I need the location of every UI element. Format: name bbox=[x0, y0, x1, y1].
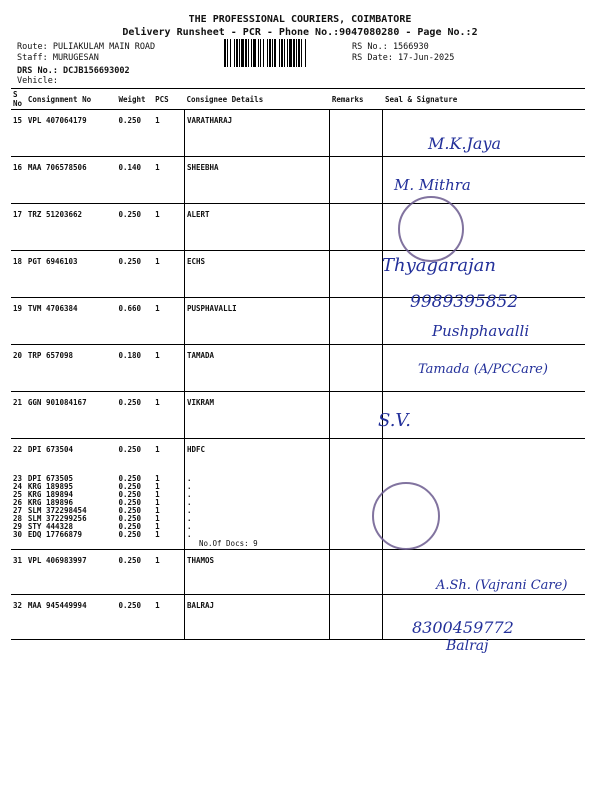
col-consignee: Consignee Details bbox=[184, 89, 329, 110]
cell-pcs: 1 bbox=[155, 522, 160, 531]
cell-sno: 27 bbox=[13, 506, 23, 515]
barcode-bar bbox=[260, 39, 261, 67]
cell-remarks bbox=[330, 251, 383, 298]
table-row bbox=[11, 251, 585, 298]
cell-consignee: ECHS bbox=[184, 251, 329, 298]
barcode-bar bbox=[298, 39, 300, 67]
cell-weight: 0.660 bbox=[116, 298, 153, 345]
staff-label: Staff: MURUGESAN bbox=[17, 53, 99, 63]
cell-consignee: . bbox=[184, 507, 329, 515]
company-title: THE PROFESSIONAL COURIERS, COIMBATORE bbox=[188, 14, 412, 25]
cell-remarks bbox=[330, 550, 383, 595]
cell-sno: 25 bbox=[13, 490, 23, 499]
cell-pcs: 1 bbox=[153, 298, 184, 345]
col-seal-signature: Seal & Signature bbox=[383, 89, 585, 110]
cell-pcs: 1 bbox=[153, 110, 184, 157]
cell-weight: 0.250 bbox=[116, 550, 153, 595]
cell-sno: 18 bbox=[11, 251, 26, 298]
cell-consignment: EDQ 17766879 bbox=[27, 530, 83, 539]
cell-pcs: 1 bbox=[155, 498, 160, 507]
table-header bbox=[11, 89, 585, 110]
barcode-bar bbox=[241, 39, 244, 67]
cell-consignee: . bbox=[184, 499, 329, 507]
cell-consignee: . bbox=[184, 523, 329, 531]
col-weight: Weight bbox=[116, 89, 153, 110]
barcode-bar bbox=[224, 39, 226, 67]
barcode-bar bbox=[251, 39, 252, 67]
barcode-bar bbox=[284, 39, 285, 67]
cell-consignment: KRG 189896 bbox=[27, 498, 74, 507]
cell-pcs: 1 bbox=[153, 251, 184, 298]
cell-pcs: 1 bbox=[155, 506, 160, 515]
col-sno: S No bbox=[11, 89, 26, 110]
cell-pcs: 1 bbox=[155, 445, 160, 454]
cell-sno: 26 bbox=[13, 498, 23, 507]
cell-sno: 17 bbox=[11, 204, 26, 251]
cell-signature bbox=[383, 439, 585, 476]
cell-weight: 0.250 bbox=[118, 514, 142, 523]
cell-sno: 30 bbox=[13, 530, 23, 539]
cell-weight: 0.250 bbox=[118, 522, 142, 531]
cell-remarks bbox=[330, 483, 383, 491]
cell-consignment: MAA 945449994 bbox=[26, 595, 117, 640]
signature-20: Tamada (A/PCCare) bbox=[418, 362, 548, 377]
col-consignment: Consignment No bbox=[26, 89, 117, 110]
signature-21: S.V. bbox=[378, 410, 411, 431]
cell-remarks bbox=[330, 157, 383, 204]
cell-consignment: DPI 673504 bbox=[27, 445, 74, 454]
cell-consignment: MAA 706578506 bbox=[26, 157, 117, 204]
cell-consignment: TRZ 51203662 bbox=[26, 204, 117, 251]
table-row bbox=[11, 157, 585, 204]
cell-consignment: TRP 657098 bbox=[26, 345, 117, 392]
cell-pcs: 1 bbox=[155, 490, 160, 499]
cell-pcs: 1 bbox=[153, 204, 184, 251]
cell-weight: 0.250 bbox=[118, 490, 142, 499]
table-row bbox=[11, 499, 585, 507]
docs-count-note: No.Of Docs: 9 bbox=[184, 539, 329, 550]
cell-consignee: TAMADA bbox=[184, 345, 329, 392]
cell-sno: 32 bbox=[11, 595, 26, 640]
cell-signature bbox=[383, 392, 585, 439]
barcode-bar bbox=[269, 39, 271, 67]
cell-sno: 28 bbox=[13, 514, 23, 523]
cell-weight: 0.250 bbox=[118, 498, 142, 507]
barcode-bar bbox=[258, 39, 259, 67]
cell-pcs: 1 bbox=[155, 530, 160, 539]
cell-consignee: . bbox=[184, 475, 329, 483]
table-row bbox=[11, 483, 585, 491]
cell-weight: 0.250 bbox=[118, 506, 142, 515]
barcode-bar bbox=[289, 39, 292, 67]
barcode-bar bbox=[301, 39, 302, 67]
cell-consignment: VPL 407064179 bbox=[26, 110, 117, 157]
cell-remarks bbox=[330, 392, 383, 439]
group-note-row bbox=[11, 539, 585, 550]
cell-pcs: 1 bbox=[153, 595, 184, 640]
cell-consignment: KRG 189895 bbox=[27, 482, 74, 491]
cell-consignment: SLM 372298454 bbox=[27, 506, 87, 515]
cell-consignee: VARATHARAJ bbox=[184, 110, 329, 157]
barcode-bar bbox=[248, 39, 249, 67]
table-row bbox=[11, 507, 585, 515]
barcode-bar bbox=[296, 39, 297, 67]
table-row bbox=[11, 204, 585, 251]
cell-remarks bbox=[330, 204, 383, 251]
cell-consignee: . bbox=[184, 531, 329, 539]
cell-pcs: 1 bbox=[155, 474, 160, 483]
barcode-bar bbox=[279, 39, 280, 67]
barcode-bar bbox=[236, 39, 238, 67]
vehicle-label: Vehicle: bbox=[17, 76, 58, 86]
cell-consignment: DPI 673505 bbox=[27, 474, 74, 483]
barcode-bar bbox=[234, 39, 235, 67]
rs-date: RS Date: 17-Jun-2025 bbox=[352, 53, 455, 63]
barcode-bar bbox=[239, 39, 240, 67]
cell-consignment: VPL 406983997 bbox=[26, 550, 117, 595]
cell-empty bbox=[26, 539, 117, 550]
cell-weight: 0.250 bbox=[116, 204, 153, 251]
barcode-bar bbox=[274, 39, 276, 67]
cell-weight: 0.250 bbox=[116, 251, 153, 298]
cell-remarks bbox=[330, 531, 383, 539]
table-row bbox=[11, 439, 585, 476]
cell-empty bbox=[11, 539, 26, 550]
barcode-bar bbox=[272, 39, 273, 67]
cell-pcs: 1 bbox=[153, 157, 184, 204]
cell-weight: 0.250 bbox=[118, 474, 142, 483]
cell-consignee: . bbox=[184, 515, 329, 523]
cell-empty bbox=[330, 539, 383, 550]
cell-remarks bbox=[330, 475, 383, 483]
signature-32: Balraj bbox=[446, 638, 489, 654]
cell-weight: 0.140 bbox=[116, 157, 153, 204]
route-label: Route: PULIAKULAM MAIN ROAD bbox=[17, 42, 156, 52]
cell-pcs: 1 bbox=[153, 550, 184, 595]
cell-consignment: GGN 901084167 bbox=[26, 392, 117, 439]
signature-18: Thyagarajan bbox=[382, 255, 496, 276]
cell-consignment: PGT 6946103 bbox=[26, 251, 117, 298]
cell-pcs: 1 bbox=[155, 514, 160, 523]
table-row bbox=[11, 491, 585, 499]
table-row bbox=[11, 531, 585, 539]
cell-sno: 16 bbox=[11, 157, 26, 204]
cell-remarks bbox=[330, 110, 383, 157]
cell-sno: 29 bbox=[13, 522, 23, 531]
cell-pcs: 1 bbox=[153, 392, 184, 439]
barcode-bar bbox=[230, 39, 231, 67]
cell-consignee: . bbox=[184, 491, 329, 499]
cell-weight: 0.250 bbox=[116, 392, 153, 439]
cell-sno: 22 bbox=[13, 445, 23, 454]
barcode-bar bbox=[293, 39, 295, 67]
cell-sno: 19 bbox=[11, 298, 26, 345]
table-row bbox=[11, 515, 585, 523]
cell-weight: 0.250 bbox=[116, 110, 153, 157]
barcode-bar bbox=[253, 39, 256, 67]
round-seal-stamp bbox=[398, 196, 464, 262]
table-row bbox=[11, 475, 585, 483]
rs-number: RS No.: 1566930 bbox=[352, 42, 429, 52]
signature-32-phone: 8300459772 bbox=[412, 618, 514, 637]
cell-sno: 31 bbox=[11, 550, 26, 595]
drs-number: DRS No.: DCJB156693002 bbox=[17, 66, 130, 76]
signature-19: Pushphavalli bbox=[432, 322, 530, 340]
cell-sno: 23 bbox=[13, 474, 23, 483]
cell-weight: 0.250 bbox=[118, 482, 142, 491]
cell-remarks bbox=[330, 439, 383, 476]
table-row bbox=[11, 523, 585, 531]
cell-pcs: 1 bbox=[153, 345, 184, 392]
barcode-bar bbox=[263, 39, 264, 67]
cell-sno: 21 bbox=[11, 392, 26, 439]
cell-consignment: STY 444328 bbox=[27, 522, 74, 531]
barcode-bar bbox=[305, 39, 306, 67]
cell-remarks bbox=[330, 298, 383, 345]
signature-16: M. Mithra bbox=[394, 176, 471, 194]
col-pcs: PCS bbox=[153, 89, 184, 110]
barcode-bar bbox=[267, 39, 268, 67]
cell-consignee: HDFC bbox=[184, 439, 329, 476]
cell-empty bbox=[153, 539, 184, 550]
cell-consignee: THAMOS bbox=[184, 550, 329, 595]
cell-consignee: VIKRAM bbox=[184, 392, 329, 439]
cell-empty bbox=[116, 539, 153, 550]
col-remarks: Remarks bbox=[330, 89, 383, 110]
cell-sno: 15 bbox=[11, 110, 26, 157]
cell-consignment: TVM 4706384 bbox=[26, 298, 117, 345]
barcode-bar bbox=[227, 39, 228, 67]
cell-sno: 24 bbox=[13, 482, 23, 491]
cell-consignment: SLM 372299256 bbox=[27, 514, 87, 523]
cell-remarks bbox=[330, 491, 383, 499]
barcode-bar bbox=[287, 39, 288, 67]
cell-remarks bbox=[330, 345, 383, 392]
signature-15: M.K.Jaya bbox=[428, 134, 502, 153]
cell-consignee: SHEEBHA bbox=[184, 157, 329, 204]
barcode-bar bbox=[245, 39, 247, 67]
cell-weight: 0.180 bbox=[116, 345, 153, 392]
cell-weight: 0.250 bbox=[118, 530, 142, 539]
cell-pcs: 1 bbox=[155, 482, 160, 491]
signature-31: A.Sh. (Vajrani Care) bbox=[436, 578, 568, 593]
round-seal-stamp-2 bbox=[372, 482, 440, 550]
barcode-image bbox=[224, 39, 342, 67]
cell-sno: 20 bbox=[11, 345, 26, 392]
barcode-bar bbox=[281, 39, 283, 67]
cell-consignee: ALERT bbox=[184, 204, 329, 251]
runsheet-subtitle: Delivery Runsheet - PCR - Phone No.:9047080280 - Page No.:2 bbox=[122, 27, 478, 38]
cell-weight: 0.250 bbox=[116, 595, 153, 640]
cell-remarks bbox=[330, 595, 383, 640]
cell-consignment: KRG 189894 bbox=[27, 490, 74, 499]
cell-consignee: . bbox=[184, 483, 329, 491]
cell-consignee: BALRAJ bbox=[184, 595, 329, 640]
signature-19-phone: 9989395852 bbox=[410, 292, 519, 312]
cell-weight: 0.250 bbox=[118, 445, 142, 454]
cell-consignee: PUSPHAVALLI bbox=[184, 298, 329, 345]
table-row bbox=[11, 392, 585, 439]
